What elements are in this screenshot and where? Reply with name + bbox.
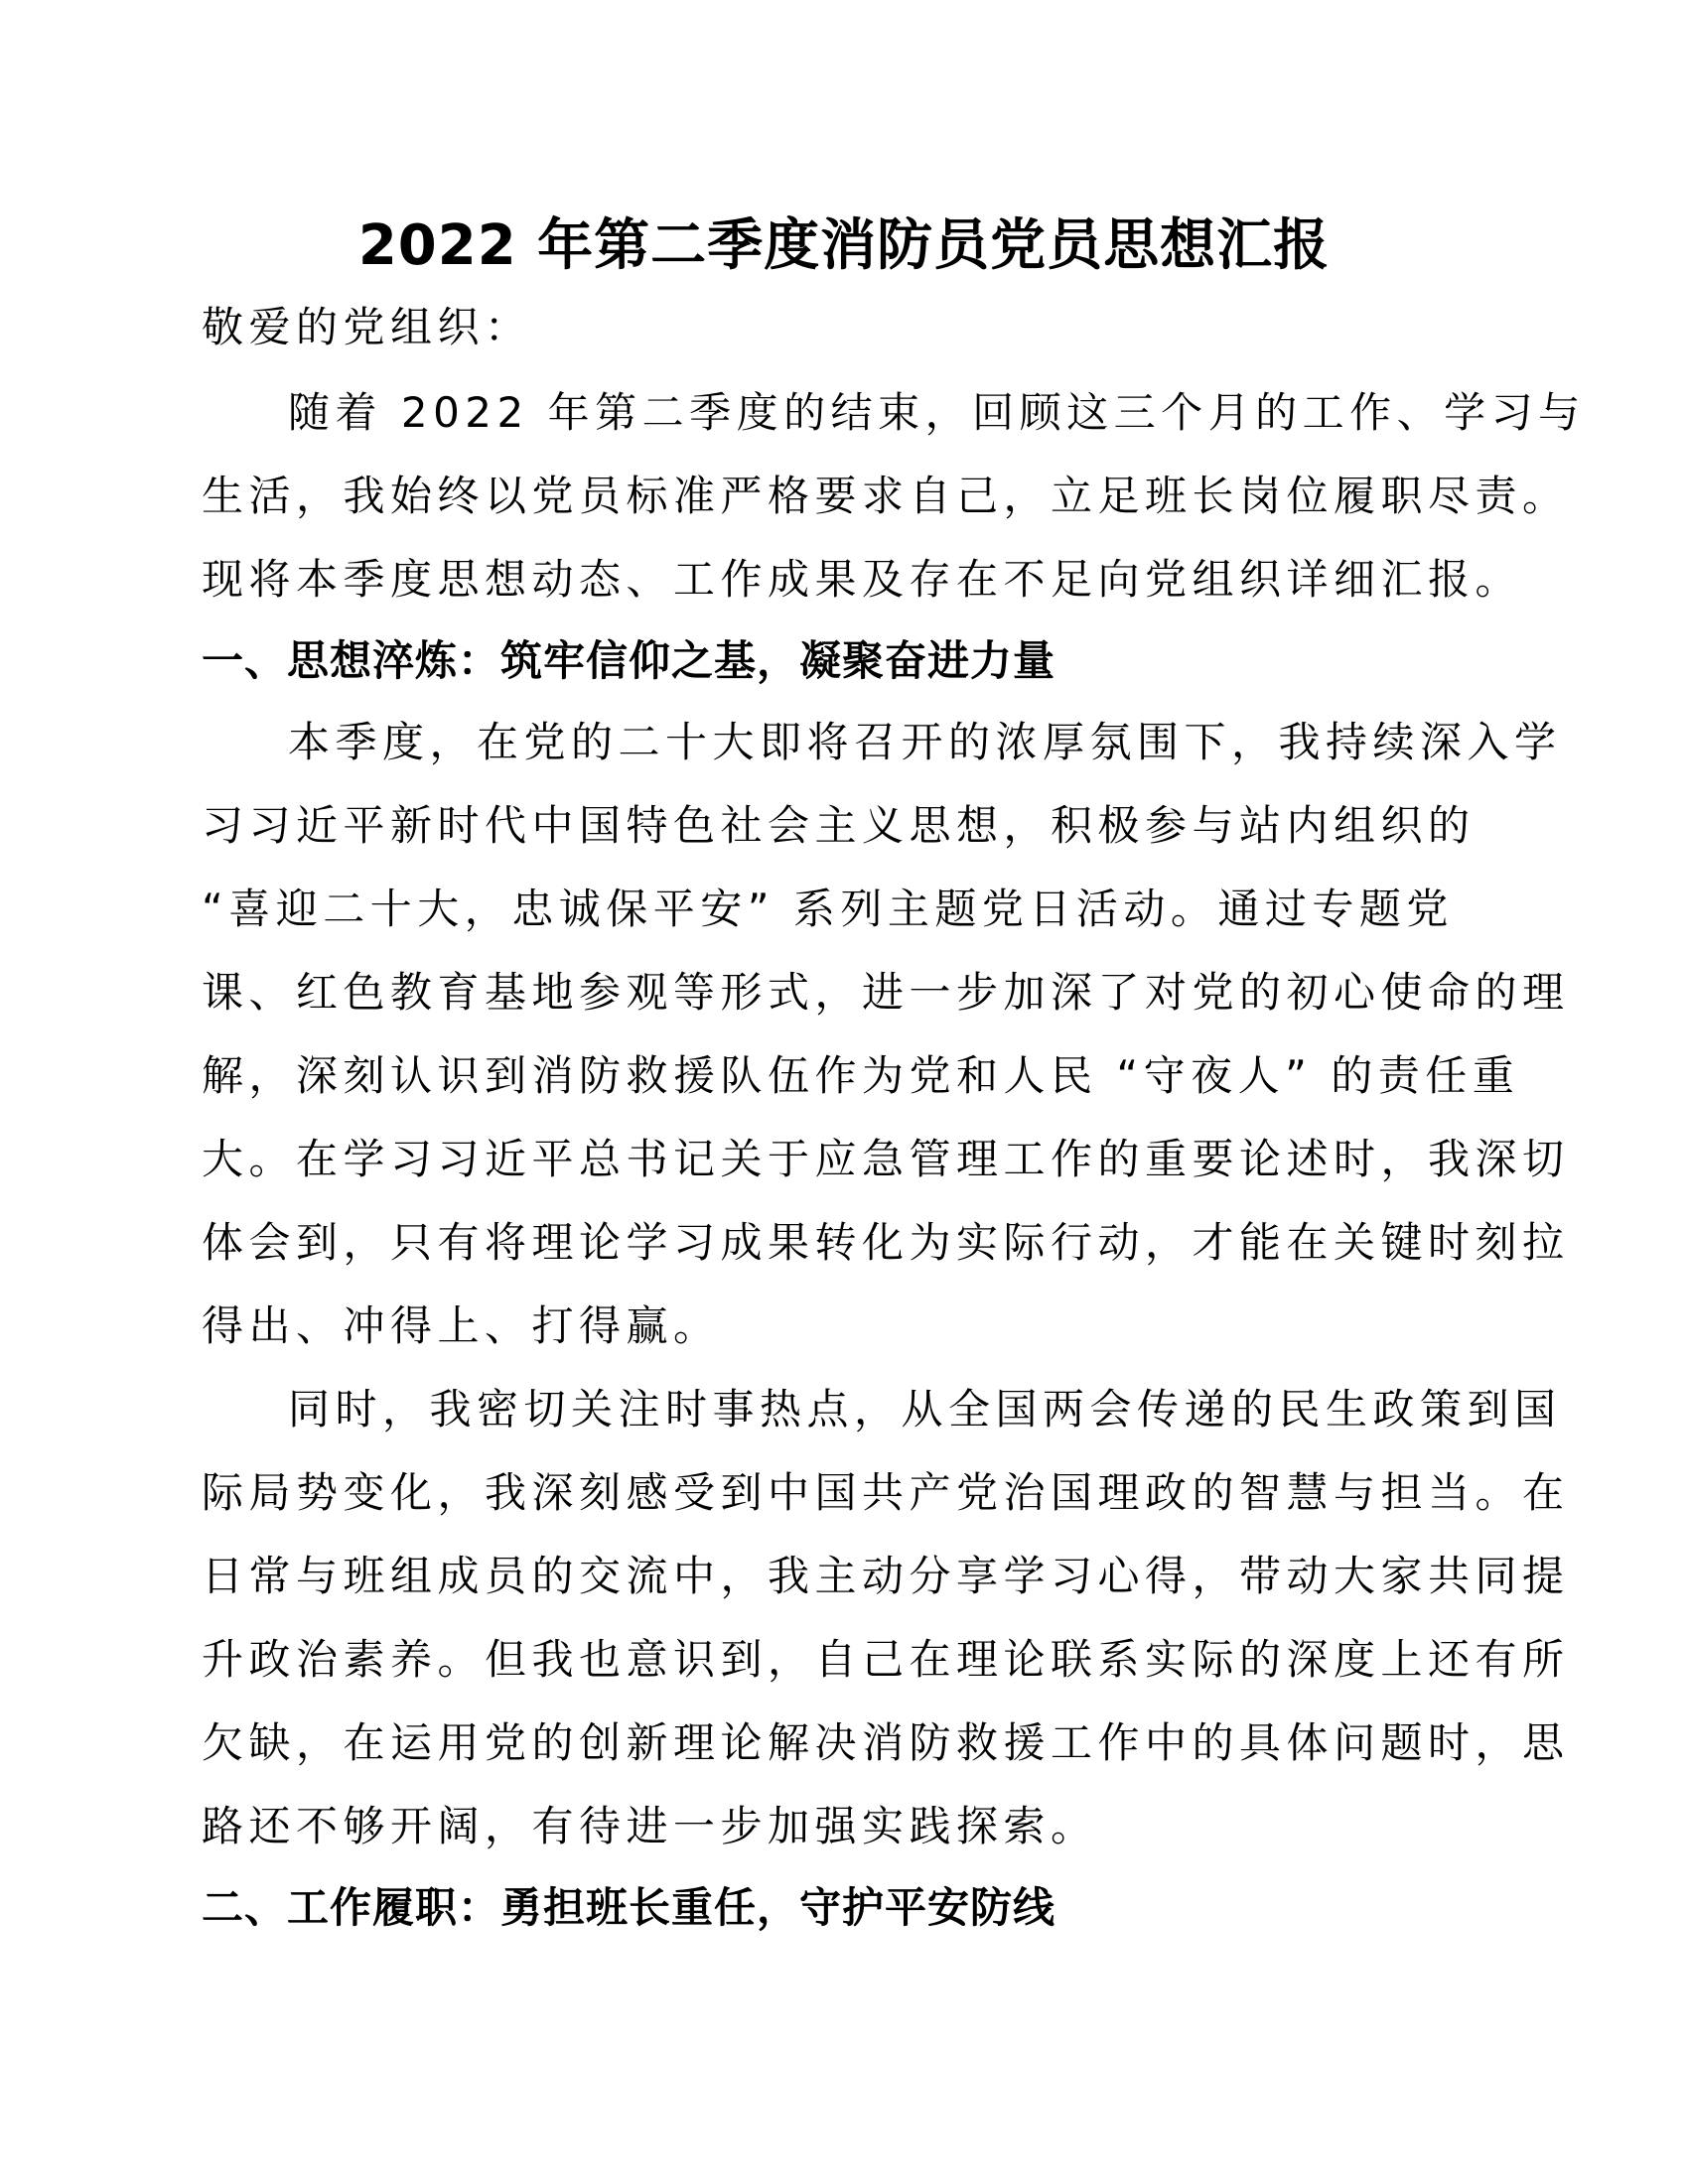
paragraph-line: “喜迎二十大，忠诚保平安” 系列主题党日活动。通过专题党 xyxy=(202,885,1454,933)
paragraph-line: 际局势变化，我深刻感受到中国共产党治国理政的智慧与担当。在 xyxy=(202,1468,1570,1517)
salutation: 敬爱的党组织： xyxy=(202,303,532,351)
paragraph-line: 欠缺，在运用党的创新理论解决消防救援工作中的具体问题时，思 xyxy=(202,1718,1570,1767)
paragraph-line: 日常与班组成员的交流中，我主动分享学习心得，带动大家共同提 xyxy=(202,1552,1570,1600)
paragraph-line: 同时，我密切关注时事热点，从全国两会传递的民生政策到国 xyxy=(288,1385,1562,1433)
paragraph-line: 课、红色教育基地参观等形式，进一步加深了对党的初心使命的理 xyxy=(202,968,1570,1017)
paragraph-line: 升政治素养。但我也意识到，自己在理论联系实际的深度上还有所 xyxy=(202,1635,1570,1684)
section-heading-2: 二、工作履职：勇担班长重任，守护平安防线 xyxy=(202,1883,1056,1932)
paragraph-line: 生活，我始终以党员标准严格要求自己，立足班长岗位履职尽责。 xyxy=(202,472,1570,520)
paragraph-line: 解，深刻认识到消防救援队伍作为党和人民 “守夜人” 的责任重 xyxy=(202,1051,1520,1100)
paragraph-line: 体会到，只有将理论学习成果转化为实际行动，才能在关键时刻拉 xyxy=(202,1218,1570,1267)
paragraph-line: 现将本季度思想动态、工作成果及存在不足向党组织详细汇报。 xyxy=(202,555,1523,604)
section-heading-1: 一、思想淬炼：筑牢信仰之基，凝聚奋进力量 xyxy=(202,636,1056,685)
paragraph-line: 本季度，在党的二十大即将召开的浓厚氛围下，我持续深入学 xyxy=(288,718,1562,766)
paragraph-line: 习习近平新时代中国特色社会主义思想，积极参与站内组织的 xyxy=(202,801,1476,850)
document-title: 2022 年第二季度消防员党员思想汇报 xyxy=(357,213,1331,278)
paragraph-line: 得出、冲得上、打得赢。 xyxy=(202,1301,721,1350)
paragraph-line: 路还不够开阔，有待进一步加强实践探索。 xyxy=(202,1802,1098,1850)
paragraph-line: 大。在学习习近平总书记关于应急管理工作的重要论述时，我深切 xyxy=(202,1135,1570,1183)
paragraph-line: 随着 2022 年第二季度的结束，回顾这三个月的工作、学习与 xyxy=(288,388,1586,437)
